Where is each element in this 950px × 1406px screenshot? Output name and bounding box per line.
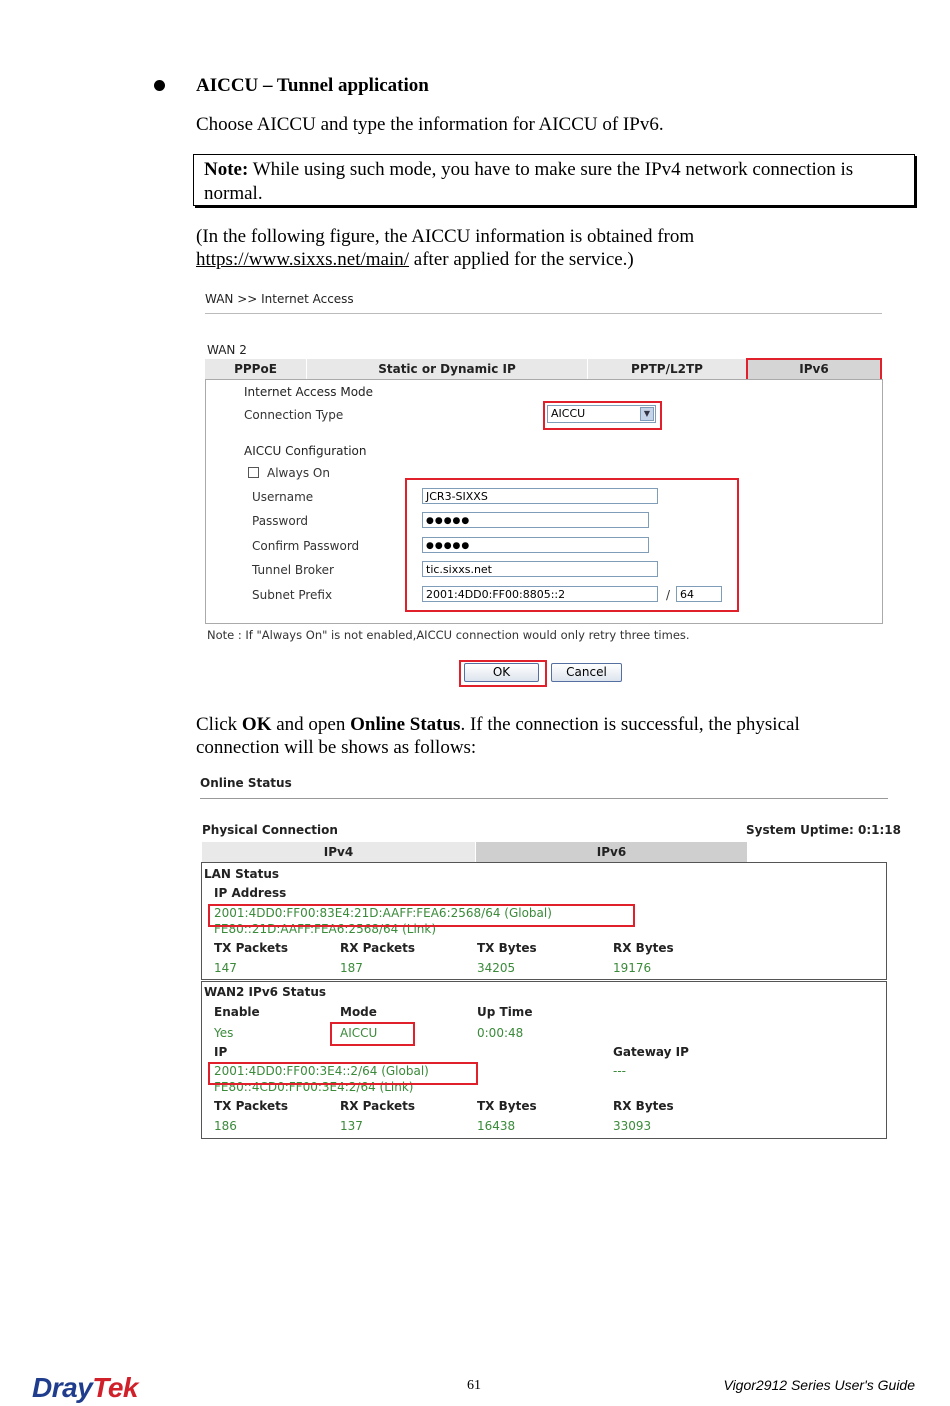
subnet-prefix-input[interactable]: 2001:4DD0:FF00:8805::2 [422,586,658,602]
lan-status-title: LAN Status [204,867,280,881]
wan-tx-bytes: 16438 [477,1119,516,1133]
para2-ok: OK [241,714,272,735]
tunnel-broker-label: Tunnel Broker [252,563,334,577]
para1-line1: (In the following figure, the AICCU information is obtained from [196,226,695,247]
password-label: Password [252,514,309,528]
uptime-value: 0:00:48 [477,1026,524,1040]
gateway-value: --- [613,1064,626,1078]
tab-pptp[interactable]: PPTP/L2TP [631,362,703,376]
wan-status-title: WAN2 IPv6 Status [204,985,327,999]
uptime-label: Up Time [477,1005,533,1019]
guide-title: Vigor2912 Series User's Guide [723,1377,915,1393]
lan-global-ip: 2001:4DD0:FF00:83E4:21D:AAFF:FEA6:2568/64 (Global) [214,906,552,920]
username-label: Username [252,490,314,504]
note-line2: normal. [204,183,263,204]
lan-rx-bytes-label: RX Bytes [613,941,674,955]
config-heading: AICCU Configuration [244,444,367,458]
os-tab-ipv4[interactable] [202,842,475,862]
para2-b: and open [271,714,351,735]
confirm-password-label: Confirm Password [252,539,360,553]
ip-label: IP [214,1045,228,1059]
tunnel-broker-input[interactable]: tic.sixxs.net [422,561,658,577]
highlight-lan-global [208,904,635,927]
mode-heading: Internet Access Mode [244,385,374,399]
online-status-title: Online Status [200,776,292,790]
subnet-slash: / [666,588,671,602]
highlight-ok-button [459,660,547,687]
wan-label: WAN 2 [207,343,247,357]
wan-rx-bytes-label: RX Bytes [613,1099,674,1113]
lan-link-ip: FE80::21D:AAFF:FEA6:2568/64 (Link) [214,922,437,936]
form-note: Note : If "Always On" is not enabled,AICCU connection would only retry three times. [207,628,690,642]
para2-line1 [196,713,800,736]
wan-rx-bytes: 33093 [613,1119,652,1133]
wan-status-box [201,981,887,1139]
physical-connection-title: Physical Connection [202,823,338,837]
para2-c: . If the connection is successful, the physical [460,714,800,735]
para1-tail: after applied for the service.) [409,249,634,270]
highlight-connection-type [543,401,662,430]
para2-a: Click [196,714,242,735]
highlight-mode [330,1022,415,1046]
intro-text: Choose AICCU and type the information for AICCU of IPv6. [196,114,664,135]
wan-tx-packets-label: TX Packets [214,1099,288,1113]
lan-rx-bytes: 19176 [613,961,652,975]
para1-line2 [196,248,634,271]
lan-rx-packets: 187 [340,961,363,975]
subnet-length-input[interactable]: 64 [676,586,722,602]
os-tab-ipv4-label: IPv4 [323,845,354,859]
section-heading: AICCU – Tunnel application [196,75,429,96]
confirm-password-input[interactable]: ●●●●● [422,537,649,553]
lan-tx-bytes-label: TX Bytes [477,941,537,955]
password-input[interactable]: ●●●●● [422,512,649,528]
tab-ipv6[interactable]: IPv6 [747,359,881,379]
wan-rx-packets-label: RX Packets [340,1099,416,1113]
wan-link-ip: FE80::4CD0:FF00:3E4:2/64 (Link) [214,1080,414,1094]
wan-rx-packets: 137 [340,1119,363,1133]
lan-tx-packets-label: TX Packets [214,941,288,955]
chevron-down-icon[interactable]: ▼ [640,407,654,421]
lan-tx-bytes: 34205 [477,961,516,975]
divider [205,313,882,314]
highlight-aiccu-fields [405,478,739,612]
ip-address-label: IP Address [214,886,287,900]
note-text: While using such mode, you have to make sure the IPv4 network connection is [248,159,854,180]
wan-tx-packets: 186 [214,1119,237,1133]
lan-tx-packets: 147 [214,961,237,975]
os-tab-ipv6-label: IPv6 [596,845,627,859]
para2-line2: connection will be shows as follows: [196,737,477,758]
sixxs-link[interactable]: https://www.sixxs.net/main/ [196,249,410,270]
enable-label: Enable [214,1005,260,1019]
page-number: 61 [467,1378,481,1393]
lan-rx-packets-label: RX Packets [340,941,416,955]
system-uptime: System Uptime: 0:1:18 [746,823,901,837]
bullet-icon [154,80,165,91]
cancel-button[interactable]: Cancel [551,663,622,682]
note-label: Note: [204,159,249,180]
gateway-label: Gateway IP [613,1045,689,1059]
breadcrumb: WAN >> Internet Access [205,292,354,306]
tab-pppoe[interactable]: PPPoE [234,362,277,376]
divider [200,798,888,799]
wan-global-ip: 2001:4DD0:FF00:3E4::2/64 (Global) [214,1064,429,1078]
username-input[interactable]: JCR3-SIXXS [422,488,658,504]
always-on-label: Always On [267,466,330,480]
tab-static-dynamic[interactable]: Static or Dynamic IP [378,362,516,376]
logo-tek: Tek [92,1372,138,1403]
para2-online: Online Status [350,714,461,735]
logo-dray: Dray [32,1372,93,1403]
mode-label: Mode [340,1005,377,1019]
subnet-prefix-label: Subnet Prefix [252,588,333,602]
mode-value: AICCU [340,1026,378,1040]
os-tab-ipv6[interactable] [476,842,747,862]
connection-type-value: AICCU [551,407,586,420]
note-box [193,154,915,206]
wan-tx-bytes-label: TX Bytes [477,1099,537,1113]
highlight-wan-global [208,1062,478,1085]
ok-button[interactable]: OK [464,663,539,682]
enable-value: Yes [214,1026,234,1040]
always-on-checkbox[interactable] [248,467,259,478]
draytek-logo [32,1372,138,1404]
connection-type-label: Connection Type [244,408,344,422]
note-line1 [204,158,853,181]
